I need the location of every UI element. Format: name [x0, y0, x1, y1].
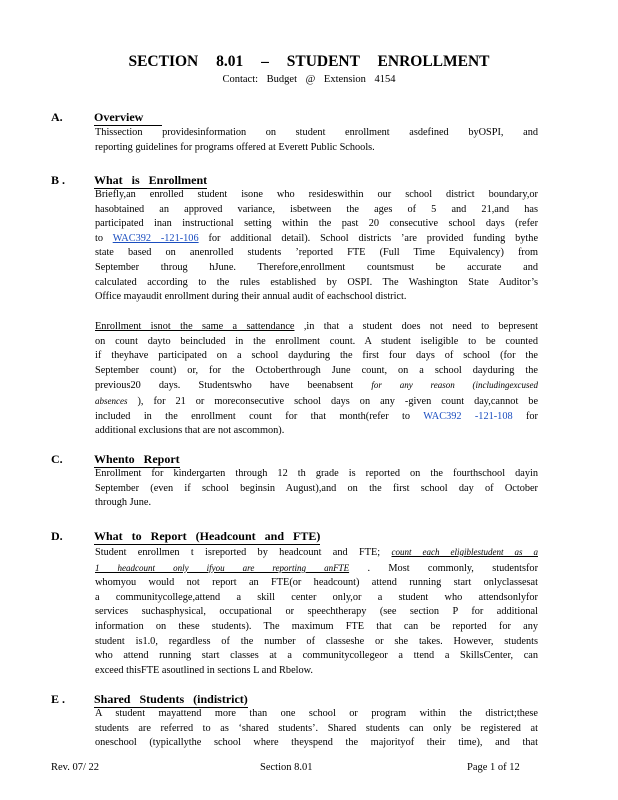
section-e-heading-text: Shared Students (indistrict): [94, 692, 248, 706]
text-fragment: . Most commonly, studentsfor: [367, 562, 539, 574]
italic-fragment: for any reason (includingexcused: [371, 380, 539, 391]
text-line: [95, 545, 538, 561]
text-line: hasobtained an approved variance, isbetween the ages of 5 and 21,and has: [95, 203, 538, 215]
text-line: September count) or, for the Octoberthrough June count, on a school dayduring the: [95, 364, 538, 376]
text-line: Briefly,an enrolled student isone who resideswithin our school district boundary,or: [95, 189, 538, 200]
section-b-heading: [94, 173, 207, 189]
section-b-paragraph-2: [95, 320, 538, 439]
section-e-heading: [94, 692, 248, 708]
section-a-heading-text: Overview: [94, 110, 162, 126]
italic-fragment: count each eligiblestudent as a: [391, 547, 538, 557]
text-line: [95, 561, 538, 577]
text-line: if theyhave participated on a school dayduring the first four days of school (for the: [95, 350, 538, 362]
section-c-body: [95, 467, 538, 511]
section-c-heading: [94, 452, 180, 468]
text-line: state based on anenrolled students ’reported FTE (Full Time Equivalency) from: [95, 247, 538, 259]
text-line: Thissection providesinformation on student enrollment asdefined byOSPI, and: [95, 127, 538, 138]
text-line: student is1.0, regardless of the number of classeshe or she takes. However, students: [95, 635, 538, 647]
section-a-heading: [94, 110, 162, 126]
text-line: a communitycollege,attend a skill center only,or a student who attendsonlyfor: [95, 591, 538, 603]
text-line: [95, 378, 538, 394]
page-title: SECTION 8.01 – STUDENT ENROLLMENT: [128, 53, 490, 70]
text-line: oneschool (typicallythe school where theyspend the majorityof their time), and that: [95, 737, 538, 749]
contact-line: Contact: Budget @ Extension 4154: [222, 74, 396, 85]
wac-392-121-106-link[interactable]: WAC392 -121-106: [112, 232, 199, 244]
text-line: who attend running start classes at a communitycollegeor a ttend a SkillsCenter, can: [95, 650, 538, 662]
text-line: September throug hJune. Therefore,enrollment countsmust be accurate and: [95, 261, 538, 273]
section-d-heading: [94, 529, 320, 545]
section-c-letter: C.: [51, 452, 63, 466]
text-line: Enrollment for kindergarten through 12 th grade is reported on the fourthschool dayin: [95, 468, 538, 479]
text-line: exceed thisFTE asoutlined in sections L and Rbelow.: [95, 664, 313, 676]
wac-392-121-108-link[interactable]: WAC392 -121-108: [423, 410, 513, 422]
section-d-body: [95, 545, 538, 678]
text-line: [95, 410, 538, 425]
text-line: whomyou would not report an FTE(or headcount) attend running start onlyclassesat: [95, 577, 538, 589]
attendance-note: Enrollment isnot the same a sattendance: [95, 321, 295, 332]
text-line: [95, 232, 538, 247]
section-b-letter: B .: [51, 173, 66, 187]
text-fragment: included in the enrollment count for that month(refer to: [95, 410, 411, 422]
section-c-heading-text: Whento Report: [94, 452, 180, 466]
section-a-body: [95, 126, 538, 155]
text-line: through June.: [95, 497, 152, 509]
section-d-heading-text: What to Report (Headcount and FTE): [94, 529, 321, 543]
text-line: additional exclusions that are not ascommon).: [95, 425, 285, 437]
section-a-letter: A.: [51, 110, 63, 124]
section-b-paragraph-1: [95, 188, 538, 305]
footer-section: Section 8.01: [260, 762, 313, 773]
text-fragment: ,in that a student does not need to bepresent: [303, 321, 538, 332]
text-line: participated inan instructional setting within the past 20 consecutive school days (refer: [95, 218, 538, 230]
footer-page-number: Page 1 of 12: [467, 762, 520, 773]
text-fragment: to: [95, 232, 104, 244]
text-line: on count dayto beincluded in the enrollment count. A student iseligible to be counted: [95, 335, 538, 347]
text-line: calculated according to the rules established by OSPI. The Washington State Auditor’s: [95, 276, 538, 288]
text-fragment: previous20 days. Studentswho have beenabsent: [95, 380, 354, 392]
italic-fragment: absences: [95, 395, 128, 406]
text-line: September (even if school beginsin August),and on the first school day of October: [95, 482, 538, 494]
text-fragment: for: [525, 410, 538, 422]
footer-revision: Rev. 07/ 22: [51, 762, 100, 773]
text-line: [95, 394, 538, 410]
section-d-letter: D.: [51, 529, 63, 543]
section-e-body: [95, 707, 538, 751]
italic-fragment: 1 headcount only ifyou are reporting anFTE: [95, 562, 350, 573]
text-fragment: ), for 21 or moreconsecutive school days on any -given count day,cannot be: [137, 395, 539, 407]
text-line: services suchasphysical, occupational or speechtherapy (see section P for additional: [95, 606, 538, 618]
text-line: Office mayaudit enrollment during their annual audit of eachschool district.: [95, 291, 407, 303]
text-line: [95, 320, 538, 335]
text-line: A student mayattend more than one school or program within the district;these: [95, 708, 538, 719]
section-b-heading-text: What is Enrollment: [94, 173, 208, 187]
section-e-letter: E .: [51, 692, 66, 706]
text-line: reporting guidelines for programs offered at Everett Public Schools.: [95, 141, 375, 153]
text-line: information on these students). The maximum FTE that can be reported for any: [95, 620, 538, 632]
text-fragment: for additional detail). School districts ’are provided funding bythe: [208, 232, 539, 244]
text-fragment: Student enrollmen t isreported by headcount and FTE;: [95, 547, 381, 558]
text-line: students are referred to as ‘shared students’. Shared students can only be registered at: [95, 722, 538, 734]
